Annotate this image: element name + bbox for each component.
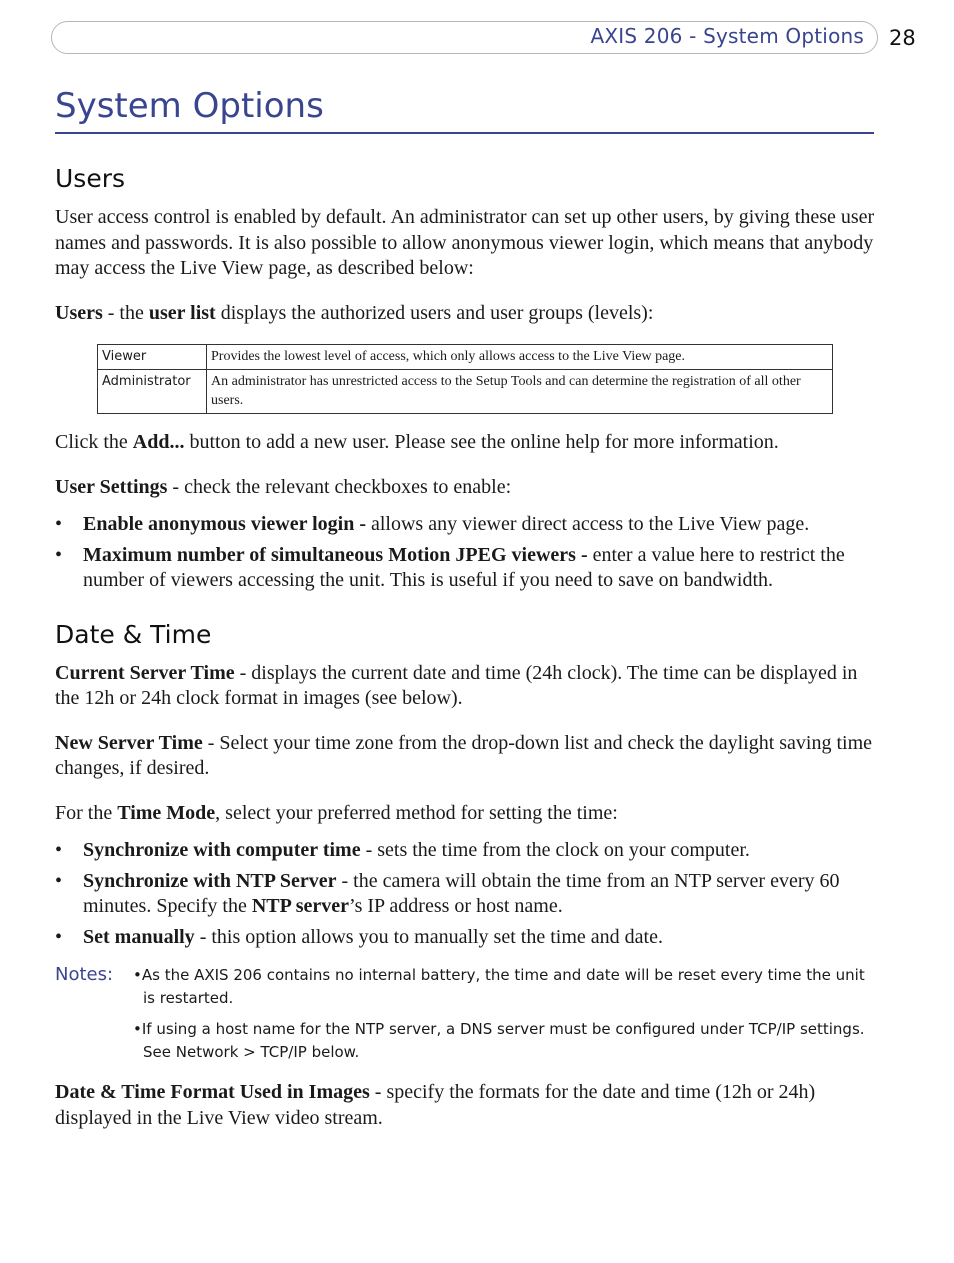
bullet-icon: •	[55, 513, 63, 535]
user-settings-paragraph	[55, 475, 875, 501]
add-user-paragraph	[55, 430, 875, 456]
current-time-term: Current Server Time	[55, 661, 235, 684]
time-mode-list	[55, 838, 875, 950]
user-levels-table	[97, 344, 833, 414]
main-content	[55, 164, 875, 1150]
table-cell-term: Administrator	[98, 370, 207, 414]
text-span: For the	[55, 801, 118, 824]
new-time-term: New Server Time	[55, 731, 203, 754]
format-term: Date & Time Format Used in Images	[55, 1081, 370, 1103]
table-cell-term: Viewer	[98, 345, 207, 370]
text-span: displays the authorized users and user groups (levels):	[215, 301, 654, 324]
user-list-term: user list	[148, 301, 216, 324]
table-cell-desc: An administrator has unrestricted access to the Setup Tools and can determine the registration of all other users.	[207, 370, 833, 414]
format-paragraph	[55, 1080, 875, 1131]
add-term: Add...	[132, 431, 185, 453]
datetime-heading: Date & Time	[55, 619, 212, 649]
table-row	[98, 370, 833, 414]
bullet-icon: •	[55, 839, 63, 861]
bullet-term: Synchronize with computer time	[83, 839, 361, 861]
text-span: , select your preferred method for setting the time:	[215, 801, 618, 824]
list-item	[55, 512, 875, 538]
text-span: - this option allows you to manually set the time and date.	[194, 925, 663, 948]
text-span: - check the relevant checkboxes to enable:	[167, 475, 512, 498]
current-time-paragraph	[55, 661, 875, 712]
bullet-term: Set manually	[83, 925, 195, 948]
text-span: button to add a new user. Please see the online help for more information.	[184, 431, 779, 453]
notes-label: Notes:	[55, 964, 114, 985]
note-item: •If using a host name for the NTP server, a DNS server must be configured under TCP/IP settings. See Network > TCP/IP below.	[133, 1020, 865, 1061]
text-span: enter a value here to restrict the number of viewers accessing the unit. This is useful if you need to save on bandwidth.	[83, 543, 845, 591]
text-span: - the camera will obtain the time from an NTP server every 60 minutes. Specify the	[83, 869, 840, 917]
page-number: 28	[889, 26, 916, 50]
list-item	[55, 869, 875, 920]
users-intro: User access control is enabled by default. An administrator can set up other users, by giving these user names and passwords. It is also possible to allow anonymous viewer login, which means that anybody may access the Live View page, as described below:	[55, 206, 875, 279]
list-item	[55, 838, 875, 864]
text-span: allows any viewer direct access to the Live View page.	[371, 513, 810, 535]
notes-block	[55, 964, 875, 1064]
users-heading: Users	[55, 164, 126, 193]
running-title: AXIS 206 - System Options	[590, 24, 864, 48]
list-item	[55, 543, 875, 594]
table-cell-desc: Provides the lowest level of access, which only allows access to the Live View page.	[207, 345, 833, 370]
text-span: - displays the current date and time (24h clock). The time can be displayed in the 12h or 24h clock format in images (see below).	[55, 661, 858, 709]
time-mode-term: Time Mode	[117, 801, 216, 824]
bullet-icon: •	[55, 543, 63, 566]
text-span: Click the	[55, 431, 133, 453]
text-span: - specify the formats for the date and time (12h or 24h) displayed in the Live View video stream.	[55, 1081, 816, 1129]
table-row	[98, 345, 833, 370]
new-time-paragraph	[55, 731, 875, 782]
bullet-icon: •	[55, 925, 63, 948]
bullet-icon: •	[55, 869, 63, 892]
title-rule	[55, 132, 874, 134]
time-mode-paragraph	[55, 801, 875, 827]
user-settings-term: User Settings	[55, 475, 168, 498]
text-span: - sets the time from the clock on your computer.	[360, 839, 750, 861]
text-span: ’s IP address or host name.	[349, 895, 563, 917]
user-list-paragraph	[55, 301, 875, 327]
bullet-term: Maximum number of simultaneous Motion JPEG viewers -	[83, 543, 593, 566]
note-item: •As the AXIS 206 contains no internal battery, the time and date will be reset every time the unit is restarted.	[133, 966, 865, 1007]
bullet-term: Synchronize with NTP Server	[83, 869, 337, 892]
page-title: System Options	[55, 86, 324, 126]
list-item	[55, 925, 875, 951]
ntp-server-term: NTP server	[251, 895, 350, 917]
users-term: Users	[55, 301, 103, 324]
user-settings-list	[55, 512, 875, 594]
bullet-term: Enable anonymous viewer login -	[83, 513, 371, 535]
text-span: - the	[102, 301, 149, 324]
text-span: - Select your time zone from the drop-down list and check the daylight saving time changes, if desired.	[55, 731, 873, 779]
